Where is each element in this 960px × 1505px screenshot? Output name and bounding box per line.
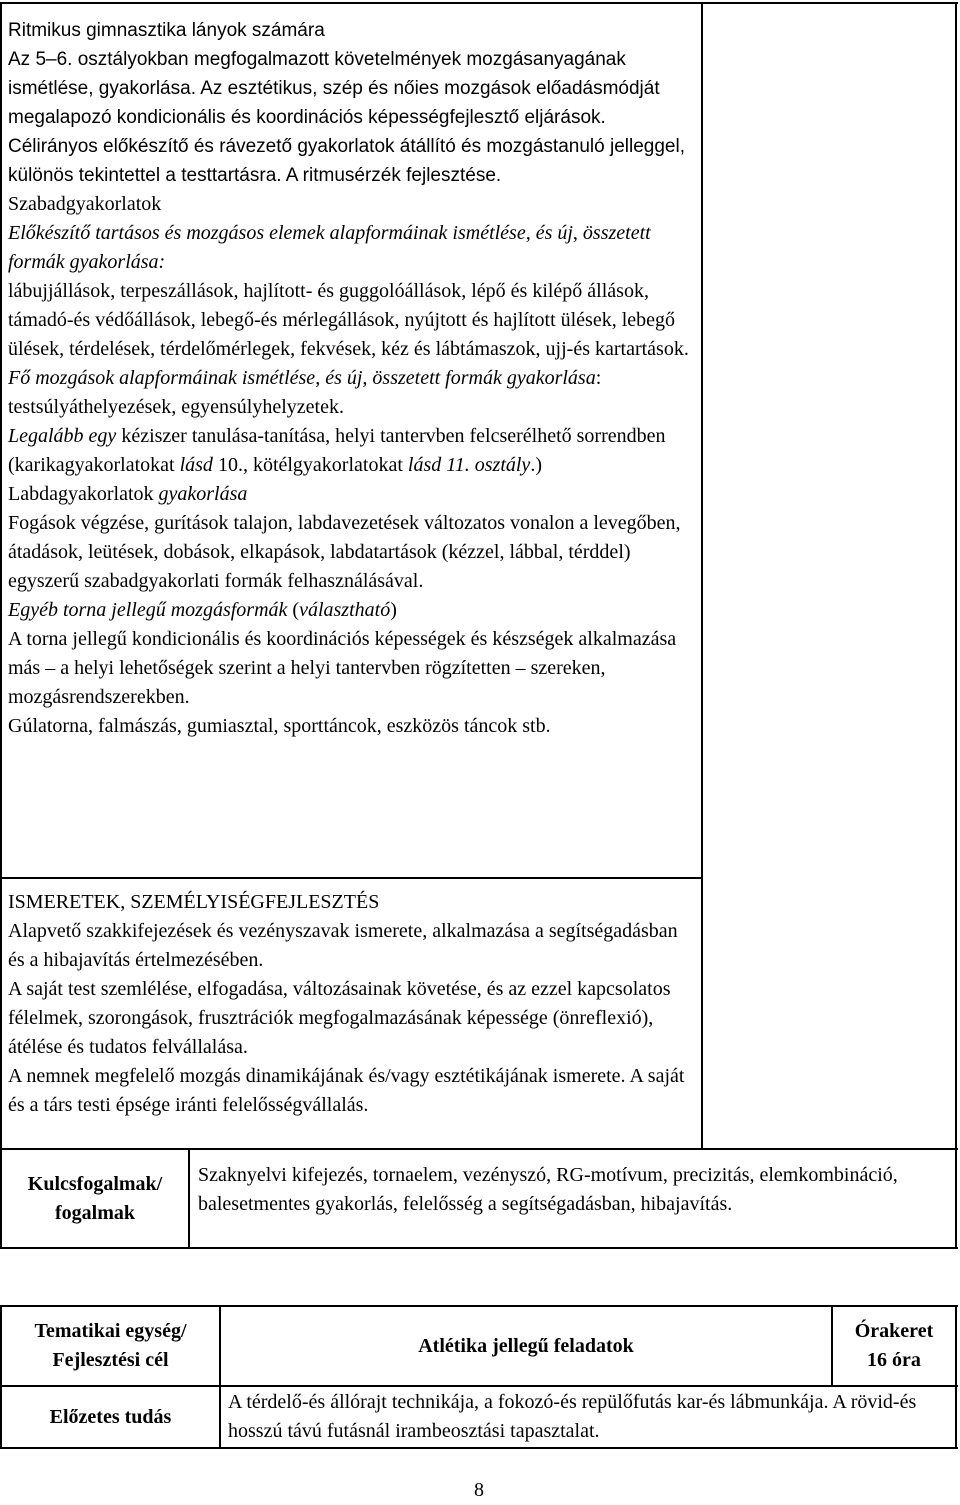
szabad-list: lábujjállások, terpeszállások, hajlított- és guggolóállások, lépő és kilépő állások, támadó-és védőállások, lebegő-és mérlegállások, nyújtott és hajlított ülések, lebegő ülések, térdelések, térdelőmérlegek, fekvések, kéz és lábtámaszok, ujj-és kartartások.: [8, 280, 689, 360]
elozetes-text-cell: [228, 1388, 950, 1446]
table-border-left: [0, 2, 2, 1249]
intro-title: Ritmikus gimnasztika lányok számára: [8, 20, 325, 41]
egyeb-heading-line: [8, 596, 698, 625]
fo-italic: Fő mozgások alapformáinak ismétlése, és új, összetett formák gyakorlása: [8, 367, 596, 389]
kulcs-label-cell: [2, 1150, 188, 1247]
page-number: 8: [474, 1479, 484, 1501]
tematikai-border-right: [955, 1305, 957, 1449]
tematikai-title-cell: [221, 1307, 831, 1385]
fo-mozgasok: [8, 364, 698, 422]
egyeb-paren-italic: választható: [299, 599, 391, 621]
egyeb-last: Gúlatorna, falmászás, gumiasztal, sporttáncok, eszközös táncok stb.: [8, 715, 551, 737]
elozetes-label: Előzetes tudás: [49, 1405, 172, 1428]
elozetes-label-cell: [2, 1387, 219, 1447]
legalabb-rest: kéziszer tanulása-tanítása, helyi tantervben felcserélhető sorrendben (karikagyakorlatokat: [8, 425, 666, 476]
egyeb-text: A torna jellegű kondicionális és koordinációs képességek és készségek alkalmazása más – a helyi lehetőségek szerint a helyi tantervben rögzítetten – szereken, mozgásrendszerekben.: [8, 628, 677, 708]
intro-paragraph: Az 5–6. osztályokban megfogalmazott követelmények mozgásanyagának ismétlése, gyakorlása. Az esztétikus, szép és nőies mozgások előadásmódját megalapozó kondicionális és koordinációs képességfejlesztő eljárások.: [8, 49, 660, 128]
ismeretek-paragraph-2: A saját test szemlélése, elfogadása, változásainak követése, és az ezzel kapcsolatos félelmek, szorongások, frusztrációk megfogalmazásának képessége (önreflexió), átélése és tudatos felvállalása.: [8, 978, 671, 1058]
egyeb-italic: Egyéb torna jellegű mozgásformák: [8, 599, 288, 621]
elozetes-text: A térdelő-és állórajt technikája, a fokozó-és repülőfutás kar-és lábmunkája. A rövid-és hosszú távú futásnál irambeosztási tapasztalat.: [228, 1391, 917, 1442]
labda-text: Fogások végzése, gurítások talajon, labdavezetések változatos vonalon a levegőben, átadások, leütések, dobások, elkapások, labdatartások (kézzel, lábbal, térddel) egyszerű szabadgyakorlati formák felhasználásával.: [8, 512, 681, 592]
legalabb-italic: Legalább egy: [8, 425, 117, 447]
kulcs-text-cell: [198, 1161, 948, 1219]
ismeretek-paragraph-3: A nemnek megfelelő mozgás dinamikájának és/vagy esztétikájának ismerete. A saját és a társ testi épsége iránti felelősségvállalás.: [8, 1065, 685, 1116]
lasd-2: lásd 11. osztály: [407, 454, 531, 476]
kulcs-label-line1: Kulcsfogalmak/: [27, 1172, 163, 1195]
table-border-right: [955, 2, 957, 1249]
ismeretek-paragraph-1: Alapvető szakkifejezések és vezényszavak ismerete, alkalmazása a segítségadásban és a hibajavítás értelmezésében.: [8, 920, 678, 971]
labda-heading: Labdagyakorlatok: [8, 483, 159, 505]
fo-rest: : testsúlyáthelyezések, egyensúlyhelyzetek.: [8, 367, 602, 418]
orakeret-cell: [833, 1307, 955, 1385]
tematikai-label-line2: Fejlesztési cél: [52, 1349, 169, 1371]
lasd-1-rest: 10., kötélgyakorlatokat: [212, 454, 408, 476]
labda-italic: gyakorlása: [158, 483, 248, 505]
table-border-top: [0, 2, 958, 4]
kulcs-column-divider: [188, 1148, 190, 1248]
tematikai-label-line1: Tematikai egység/: [34, 1320, 187, 1342]
table-border-bottom: [0, 1247, 958, 1249]
table-row-divider: [0, 877, 703, 879]
tematikai-label-cell: [2, 1307, 219, 1385]
ismeretek-heading: ISMERETEK, SZEMÉLYISÉGFEJLESZTÉS: [8, 891, 380, 913]
orakeret-label: Órakeret: [854, 1320, 934, 1342]
ismeretek-cell: [8, 888, 698, 1120]
table-column-divider: [701, 2, 703, 1149]
main-content-cell: [8, 16, 698, 741]
labda-heading-line: [8, 480, 698, 509]
lasd-1: lásd: [179, 454, 213, 476]
egyeb-paren-open: (: [287, 599, 300, 621]
lasd-2-rest: .): [530, 454, 542, 476]
tematikai-border-bottom: [0, 1447, 958, 1449]
kulcs-text: Szaknyelvi kifejezés, tornaelem, vezényszó, RG-motívum, precizitás, elemkombináció, balesetmentes gyakorlás, felelősség a segítségadásban, hibajavítás.: [198, 1164, 898, 1215]
tematikai-title: Atlétika jellegű feladatok: [418, 1334, 634, 1357]
legalabb-paragraph: [8, 422, 698, 480]
egyeb-paren-close: ): [390, 599, 397, 621]
szabad-heading: Szabadgyakorlatok: [8, 193, 162, 215]
orakeret-value: 16 óra: [867, 1349, 921, 1371]
kulcs-label-line2: fogalmak: [54, 1201, 135, 1224]
szabad-italic: Előkészítő tartásos és mozgásos elemek alapformáinak ismétlése, és új, összetett formák gyakorlása:: [8, 222, 651, 273]
intro-paragraph-2: Célirányos előkészítő és rávezető gyakorlatok átállító és mozgástanuló jelleggel, különös tekintettel a testtartásra. A ritmusérzék fejlesztése.: [8, 136, 685, 186]
